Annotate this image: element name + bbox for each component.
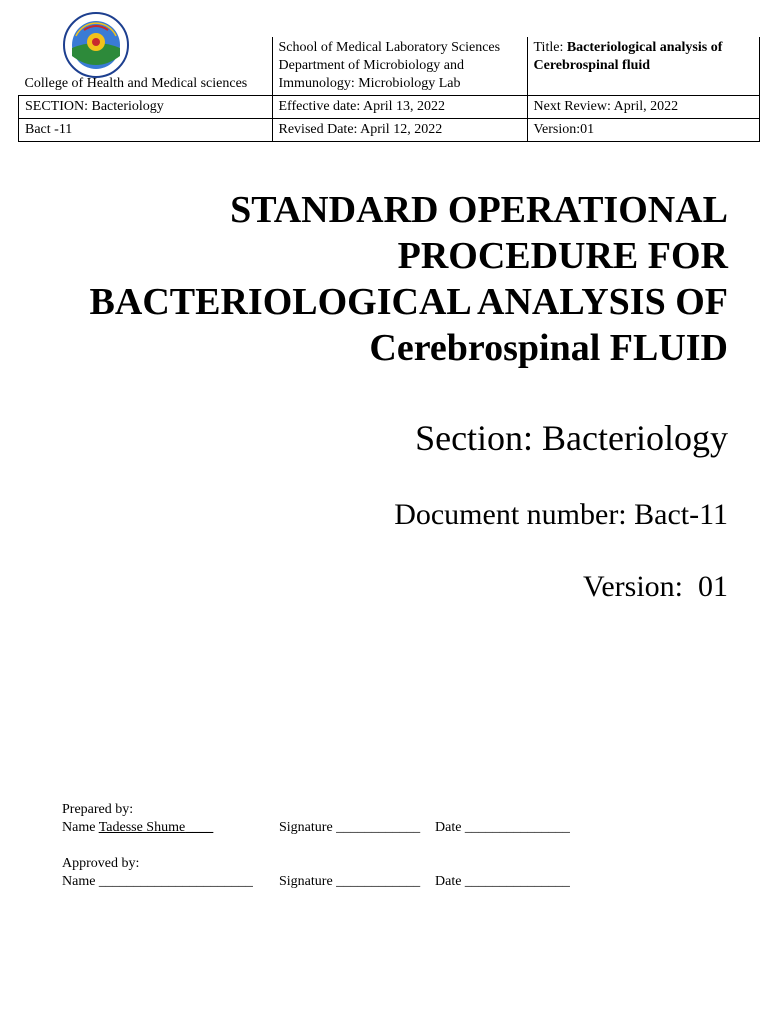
approved-name: Name ______________________ — [62, 874, 253, 889]
approved-by-block — [62, 855, 662, 891]
school-line: Department of Microbiology and — [278, 58, 464, 73]
document-title — [28, 187, 728, 371]
prepared-signature: Signature ____________ — [279, 820, 421, 835]
effective-date-cell: Effective date: April 13, 2022 — [272, 96, 527, 119]
title-line: Cerebrospinal FLUID — [369, 327, 728, 369]
next-review-cell: Next Review: April, 2022 — [527, 96, 759, 119]
prepared-heading: Prepared by: — [62, 802, 134, 817]
prepared-by-block — [62, 801, 662, 837]
institution-name: College of Health and Medical sciences — [24, 76, 248, 91]
prepared-date: Date _______________ — [435, 820, 570, 835]
institution-cell — [19, 37, 273, 96]
school-line: School of Medical Laboratory Sciences — [278, 40, 501, 55]
revised-date-cell: Revised Date: April 12, 2022 — [272, 119, 527, 142]
section-label: Section: Bacteriology — [415, 418, 728, 458]
title-bold: Bacteriological analysis of Cerebrospinal fluid — [533, 40, 723, 73]
approved-date: Date _______________ — [435, 874, 570, 889]
approved-heading: Approved by: — [62, 856, 140, 871]
school-line: Immunology: Microbiology Lab — [278, 76, 461, 91]
title-cell — [527, 37, 759, 96]
section-cell: SECTION: Bacteriology — [19, 96, 273, 119]
code-cell: Bact -11 — [19, 119, 273, 142]
title-line: PROCEDURE FOR — [397, 235, 728, 277]
version-cell: Version:01 — [527, 119, 759, 142]
title-prefix: Title: — [533, 40, 567, 55]
document-header-table — [18, 37, 760, 142]
version-label: Version: 01 — [583, 570, 728, 603]
preparer-name: Tadesse Shume — [98, 820, 186, 835]
name-label: Name — [62, 820, 99, 835]
prepared-name — [62, 819, 213, 837]
name-underline: ____ — [185, 820, 214, 835]
title-line: BACTERIOLOGICAL ANALYSIS OF — [89, 281, 728, 323]
school-cell — [272, 37, 527, 96]
title-line: STANDARD OPERATIONAL — [230, 189, 728, 231]
document-number: Document number: Bact-11 — [394, 498, 728, 531]
approved-signature: Signature ____________ — [279, 874, 421, 889]
